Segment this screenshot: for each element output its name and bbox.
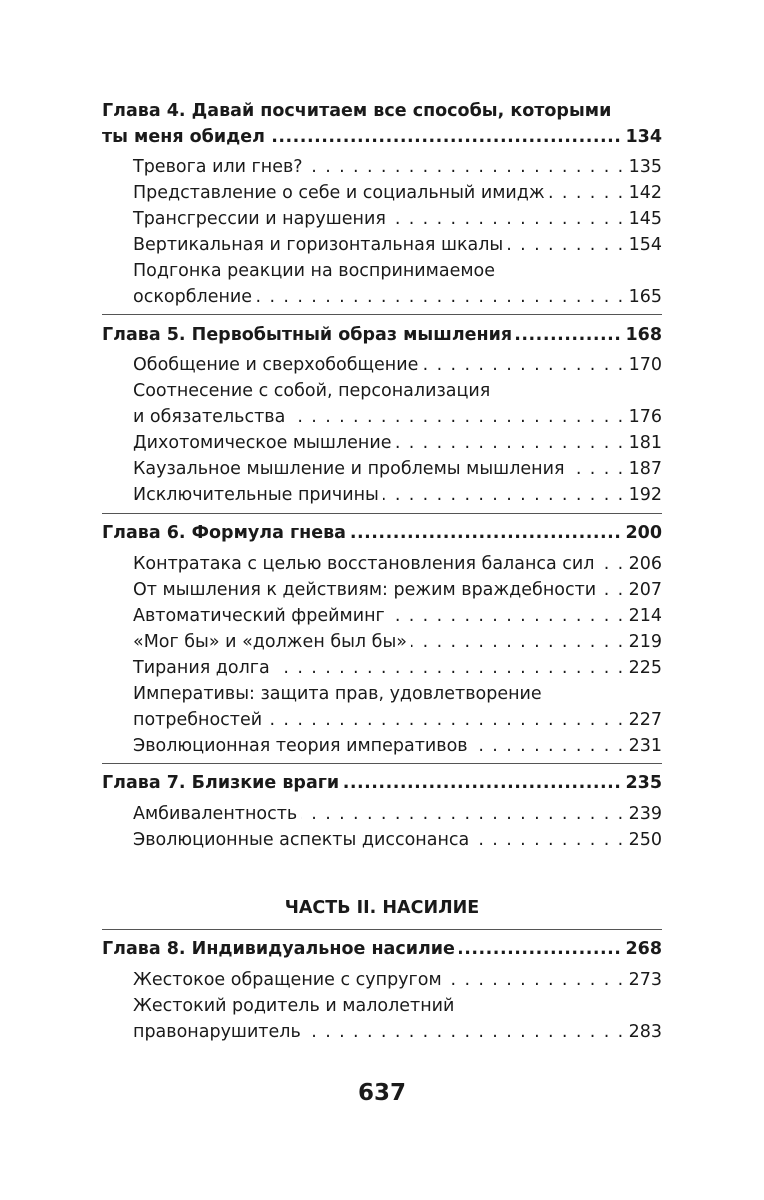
dot-leader xyxy=(274,657,625,679)
dot-leader xyxy=(473,829,624,851)
page-ref: 207 xyxy=(628,580,662,600)
dot-leader xyxy=(599,553,625,575)
entry-title: и обязательства xyxy=(133,407,286,427)
dot-leader xyxy=(307,156,625,178)
dot-leader xyxy=(472,735,625,757)
page-ref: 268 xyxy=(625,939,662,959)
chapter-title: Глава 6. Формула гнева xyxy=(102,523,346,543)
toc-entry-line1 xyxy=(133,679,662,705)
entry-title: Контратака с целью восстановления баланса сил xyxy=(133,554,595,574)
toc-entry xyxy=(133,965,662,991)
dot-leader xyxy=(422,354,624,376)
entry-title: Соотнесение с собой, персонализация xyxy=(133,381,491,401)
toc-entry xyxy=(133,825,662,851)
dot-leader xyxy=(343,772,621,794)
page-ref: 231 xyxy=(628,736,662,756)
page-ref: 227 xyxy=(628,710,662,730)
chapter-7-entry xyxy=(102,768,662,794)
toc-entry xyxy=(133,627,662,653)
entry-title: Вертикальная и горизонтальная шкалы xyxy=(133,235,504,255)
chapter-title: Глава 5. Первобытный образ мышления xyxy=(102,325,513,345)
page-ref: 165 xyxy=(628,287,662,307)
dot-leader xyxy=(395,432,624,454)
entry-title: Жестокий родитель и малолетний xyxy=(133,996,455,1016)
dot-leader xyxy=(568,458,624,480)
entry-title: Автоматический фрейминг xyxy=(133,606,385,626)
entry-title: Тревога или гнев? xyxy=(133,157,303,177)
chapter-5-entry xyxy=(102,320,662,346)
toc-entry xyxy=(133,731,662,757)
chapter-title: Глава 4. Давай посчитаем все способы, которыми xyxy=(102,101,612,121)
dot-leader xyxy=(389,605,625,627)
entry-title: Жестокое обращение с супругом xyxy=(133,970,442,990)
toc-entry xyxy=(133,350,662,376)
page-ref: 181 xyxy=(628,433,662,453)
toc-entry-line1 xyxy=(133,991,662,1017)
dot-leader xyxy=(549,182,625,204)
page-ref: 200 xyxy=(625,523,662,543)
toc-entry xyxy=(133,549,662,575)
entry-title: Императивы: защита прав, удовлетворение xyxy=(133,684,542,704)
entry-title: Обобщение и сверхобобщение xyxy=(133,355,419,375)
page-ref: 134 xyxy=(625,127,662,147)
page-ref: 273 xyxy=(628,970,662,990)
entry-title: «Мог бы» и «должен был бы» xyxy=(133,632,407,652)
entry-title: Представление о себе и социальный имидж xyxy=(133,183,545,203)
page-ref: 283 xyxy=(628,1022,662,1042)
dot-leader xyxy=(390,208,625,230)
chapter-title: Глава 8. Индивидуальное насилие xyxy=(102,939,455,959)
toc-entry xyxy=(133,152,662,178)
page-ref: 214 xyxy=(628,606,662,626)
page-ref: 145 xyxy=(628,209,662,229)
dot-leader xyxy=(289,406,624,428)
chapter-4-title-line1 xyxy=(102,96,662,122)
page-ref: 154 xyxy=(628,235,662,255)
page-ref: 170 xyxy=(628,355,662,375)
page-ref: 239 xyxy=(628,804,662,824)
part-heading: ЧАСТЬ II. НАСИЛИЕ xyxy=(284,898,480,918)
page-ref: 135 xyxy=(628,157,662,177)
section-divider xyxy=(102,314,662,315)
toc-entry xyxy=(133,454,662,480)
page-ref: 206 xyxy=(628,554,662,574)
toc-entry xyxy=(133,282,662,308)
toc-entry xyxy=(133,705,662,731)
toc-entry xyxy=(133,575,662,601)
entry-title: Исключительные причины xyxy=(133,485,379,505)
entry-title: От мышления к действиям: режим враждебности xyxy=(133,580,597,600)
toc-entry xyxy=(133,402,662,428)
dot-leader xyxy=(350,522,621,544)
page-ref: 250 xyxy=(628,830,662,850)
entry-title: Эволюционные аспекты диссонанса xyxy=(133,830,470,850)
dot-leader xyxy=(446,969,625,991)
dot-leader xyxy=(383,484,625,506)
page-ref: 142 xyxy=(628,183,662,203)
toc-entry xyxy=(133,799,662,825)
toc-entry xyxy=(133,178,662,204)
toc-entry xyxy=(133,480,662,506)
chapter-6-entry xyxy=(102,518,662,544)
entry-title: Тирания долга xyxy=(133,658,270,678)
entry-title: Дихотомическое мышление xyxy=(133,433,392,453)
page-ref: 187 xyxy=(628,459,662,479)
dot-leader xyxy=(256,286,625,308)
dot-leader xyxy=(301,803,624,825)
section-divider xyxy=(102,513,662,514)
toc-entry xyxy=(133,601,662,627)
dot-leader xyxy=(459,938,622,960)
page-ref: 176 xyxy=(628,407,662,427)
section-divider xyxy=(102,763,662,764)
toc-entry xyxy=(133,1017,662,1043)
toc-entry xyxy=(133,230,662,256)
chapter-title: Глава 7. Близкие враги xyxy=(102,773,340,793)
dot-leader xyxy=(269,126,621,148)
page-ref: 235 xyxy=(625,773,662,793)
chapter-8-entry xyxy=(102,934,662,960)
page-ref: 225 xyxy=(628,658,662,678)
page-ref: 168 xyxy=(625,325,662,345)
toc-entry-line1 xyxy=(133,256,662,282)
dot-leader xyxy=(411,631,625,653)
entry-title: оскорбление xyxy=(133,287,253,307)
dot-leader xyxy=(516,324,621,346)
entry-title: Подгонка реакции на воспринимаемое xyxy=(133,261,496,281)
chapter-title: ты меня обидел xyxy=(102,127,265,147)
chapter-4-entry xyxy=(102,122,662,148)
entry-title: потребностей xyxy=(133,710,263,730)
page-number: 637 xyxy=(357,1080,406,1106)
entry-title: Трансгрессии и нарушения xyxy=(133,209,386,229)
dot-leader xyxy=(507,234,624,256)
page-ref: 219 xyxy=(628,632,662,652)
dot-leader xyxy=(266,709,624,731)
entry-title: Амбивалентность xyxy=(133,804,298,824)
toc-entry xyxy=(133,428,662,454)
entry-title: Каузальное мышление и проблемы мышления xyxy=(133,459,565,479)
dot-leader xyxy=(305,1021,625,1043)
toc-entry xyxy=(133,653,662,679)
toc-entry xyxy=(133,204,662,230)
entry-title: Эволюционная теория императивов xyxy=(133,736,468,756)
entry-title: правонарушитель xyxy=(133,1022,301,1042)
toc-entry-line1 xyxy=(133,376,662,402)
page-ref: 192 xyxy=(628,485,662,505)
dot-leader xyxy=(600,579,624,601)
section-divider xyxy=(102,929,662,930)
